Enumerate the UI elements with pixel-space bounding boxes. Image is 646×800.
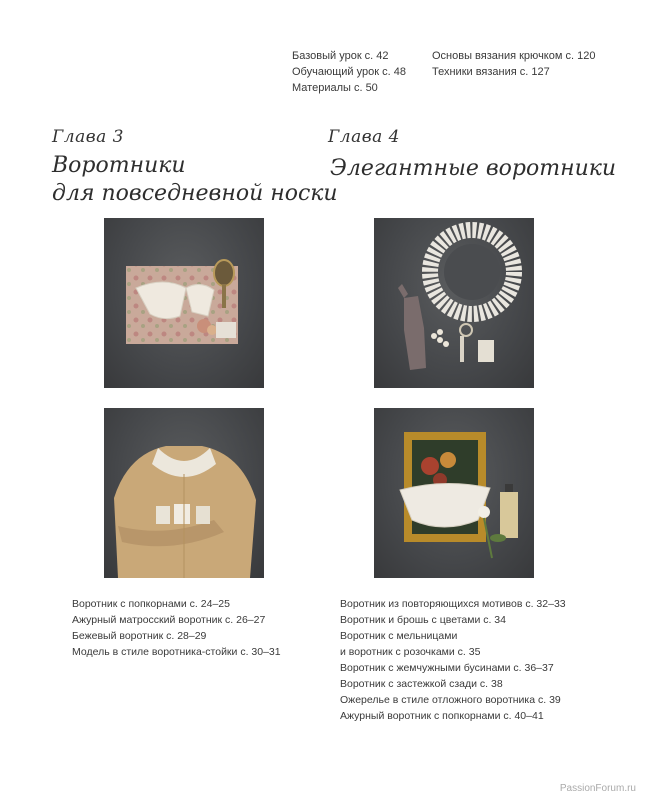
- toc-item: Основы вязания крючком с. 120: [432, 50, 596, 62]
- chapter-3-contents: [72, 596, 281, 660]
- contents-item: Воротник с жемчужными бусинами с. 36–37: [340, 662, 554, 674]
- photo-round-lace-collar: [374, 218, 534, 388]
- watermark: PassionForum.ru: [559, 783, 636, 794]
- contents-item: Воротник из повторяющихся мотивов с. 32–33: [340, 598, 566, 610]
- toc-item: Обучающий урок с. 48: [292, 66, 406, 78]
- contents-item: Воротник с попкорнами с. 24–25: [72, 598, 230, 610]
- toc-item: Материалы с. 50: [292, 82, 378, 94]
- contents-item: Воротник с застежкой сзади с. 38: [340, 678, 503, 690]
- chapter-4-label: Глава 4: [328, 127, 400, 147]
- toc-column-left: [292, 48, 406, 96]
- toc-column-right: [432, 48, 595, 80]
- contents-item: Ожерелье в стиле отложного воротника с. 39: [340, 694, 561, 706]
- contents-item: Ажурный воротник с попкорнами с. 40–41: [340, 710, 544, 722]
- contents-item: Воротник и брошь с цветами с. 34: [340, 614, 506, 626]
- photo-framed-collar: [374, 408, 534, 578]
- photo-beige-blouse: [104, 408, 264, 578]
- contents-item: и воротник с розочками с. 35: [340, 646, 481, 658]
- contents-item: Бежевый воротник с. 28–29: [72, 630, 207, 642]
- chapter-4-contents: [340, 596, 566, 724]
- toc-item: Базовый урок с. 42: [292, 50, 389, 62]
- chapter-3-label: Глава 3: [52, 127, 124, 147]
- chapter-4-title: Элегантные воротники: [330, 156, 617, 181]
- contents-item: Ажурный матросский воротник с. 26–27: [72, 614, 266, 626]
- photo-collar-on-box: [104, 218, 264, 388]
- contents-item: Воротник с мельницами: [340, 630, 458, 642]
- chapter-3-title: Воротники: [52, 153, 186, 178]
- toc-item: Техники вязания с. 127: [432, 66, 550, 78]
- contents-item: Модель в стиле воротника-стойки с. 30–31: [72, 646, 281, 658]
- chapter-3-title-line-2: для повседневной носки: [52, 181, 338, 206]
